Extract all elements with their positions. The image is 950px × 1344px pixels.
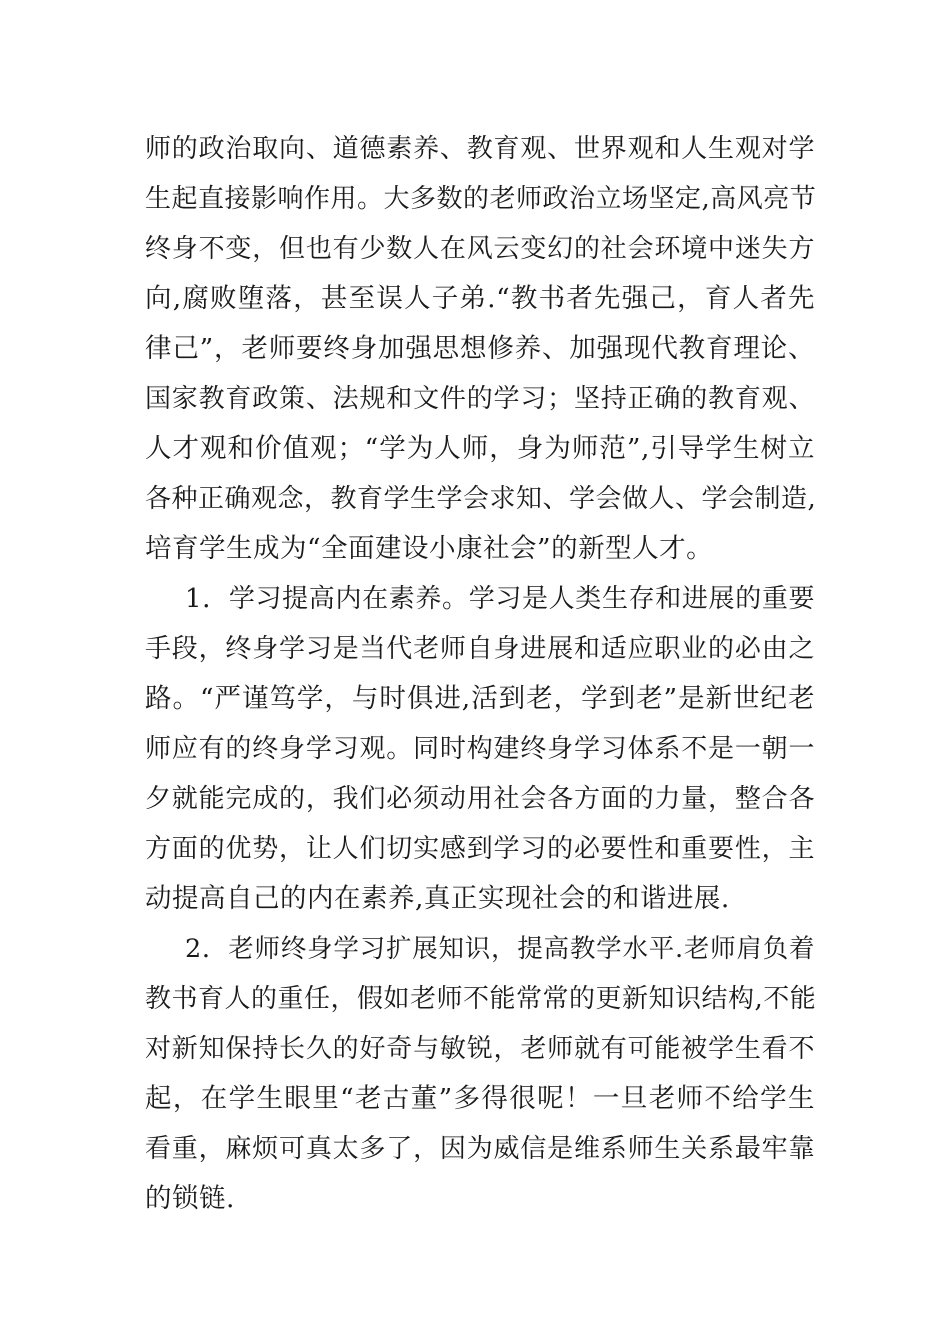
- text-line: 手段，终身学习是当代老师自身进展和适应职业的必由之: [145, 634, 815, 664]
- text-line: 生起直接影响作用。大多数的老师政治立场坚定,高风亮节: [145, 184, 817, 214]
- text-line: 看重，麻烦可真太多了，因为威信是维系师生关系最牢靠: [145, 1134, 815, 1164]
- text-line: 终身不变，但也有少数人在风云变幻的社会环境中迷失方: [145, 234, 815, 264]
- text-line: 师的政治取向、道德素养、教育观、世界观和人生观对学: [145, 134, 815, 164]
- text-line: 夕就能完成的，我们必须动用社会各方面的力量，整合各: [145, 784, 815, 814]
- text-line: 国家教育政策、法规和文件的学习；坚持正确的教育观、: [145, 384, 815, 414]
- paragraph-1-first-line: 1．学习提高内在素养。学习是人类生存和进展的重要: [185, 584, 815, 614]
- text-line: 人才观和价值观；“学为人师，身为师范”,引导学生树立: [145, 433, 815, 464]
- text-line: 对新知保持长久的好奇与敏锐，老师就有可能被学生看不: [145, 1034, 815, 1064]
- text-line: 律己”，老师要终身加强思想修养、加强现代教育理论、: [145, 333, 815, 364]
- text-line: 方面的优势，让人们切实感到学习的必要性和重要性，主: [145, 834, 815, 864]
- text-line: 起，在学生眼里“老古董”多得很呢！一旦老师不给学生: [145, 1083, 815, 1114]
- text-line: 向,腐败堕落，甚至误人子弟.“教书者先强己，育人者先: [145, 283, 815, 314]
- text-line: 教书育人的重任，假如老师不能常常的更新知识结构,不能: [145, 984, 817, 1014]
- paragraph-2-first-line: 2．老师终身学习扩展知识，提高教学水平.老师肩负着: [185, 934, 815, 964]
- text-line: 各种正确观念，教育学生学会求知、学会做人、学会制造,: [145, 484, 817, 514]
- text-line: 培育学生成为“全面建设小康社会”的新型人才。: [145, 533, 714, 564]
- text-line: 路。“严谨笃学，与时俱进,活到老，学到老”是新世纪老: [145, 683, 815, 714]
- text-line: 动提高自己的内在素养,真正实现社会的和谐进展.: [145, 883, 730, 914]
- text-line: 的锁链.: [145, 1183, 235, 1214]
- text-line: 师应有的终身学习观。同时构建终身学习体系不是一朝一: [145, 734, 815, 764]
